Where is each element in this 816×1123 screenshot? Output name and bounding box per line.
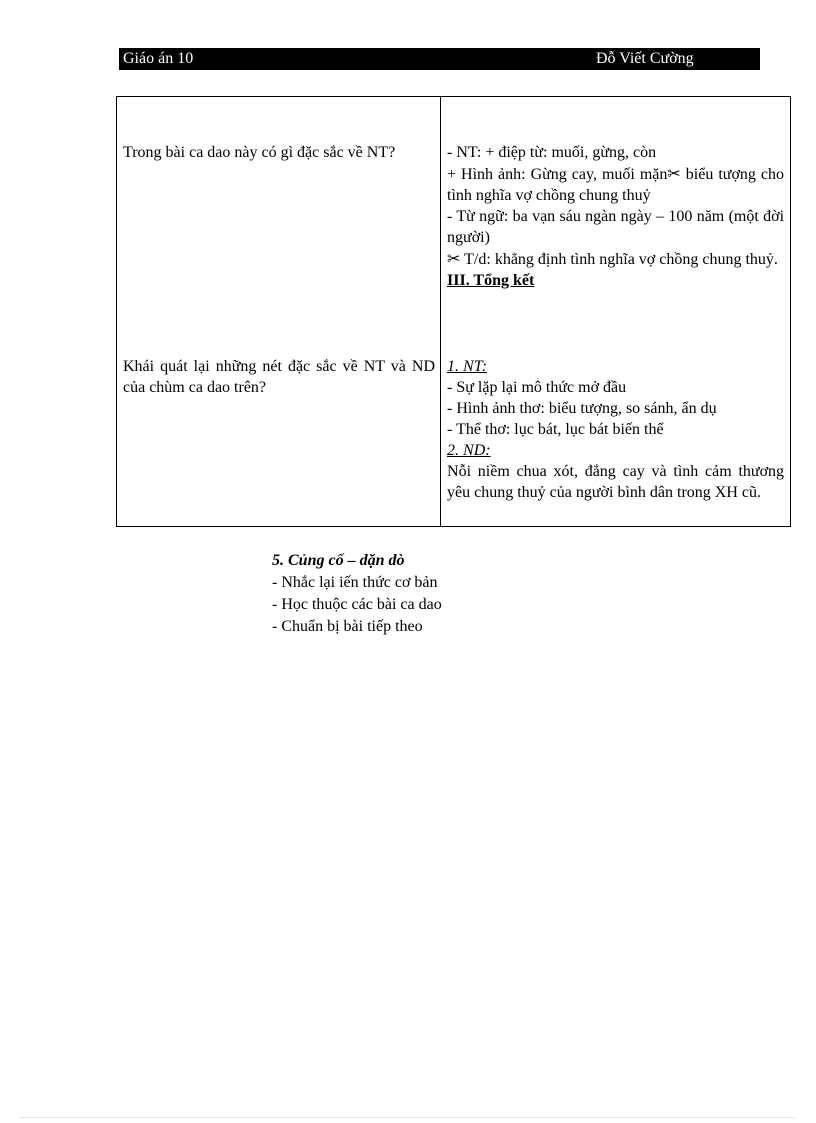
footer-divider <box>20 1117 796 1118</box>
answer-1-line-2 <box>447 163 784 206</box>
answer-column <box>441 97 791 527</box>
question-2: Khái quát lại những nét đặc sắc về NT và ND của chùm ca dao trên? <box>123 358 435 396</box>
summary-title: 5. Củng cố – dặn dò <box>272 552 405 569</box>
answer-1-line-1: - NT: + điệp từ: muối, gừng, còn <box>447 144 657 161</box>
nt-item: - Hình ảnh thơ: biểu tượng, so sánh, ẩn dụ <box>447 400 717 417</box>
lesson-table <box>116 96 791 527</box>
answer-1-line-4 <box>447 248 784 270</box>
summary-item: - Chuẩn bị bài tiếp theo <box>272 618 423 635</box>
answer-1-line-4-text: T/d: khẳng định tình nghĩa vợ chồng chung thuỷ. <box>460 251 778 268</box>
question-1: Trong bài ca dao này có gì đặc sắc về NT? <box>123 144 396 161</box>
answer-1-line-3: - Từ ngữ: ba vạn sáu ngàn ngày – 100 năm (một đời người) <box>447 208 785 246</box>
summary-section <box>272 550 442 638</box>
nt-item: - Thể thơ: lục bát, lục bát biến thể <box>447 421 664 438</box>
scissors-icon: ✂ <box>447 249 461 268</box>
summary-item: - Học thuộc các bài ca dao <box>272 596 442 613</box>
page-header <box>119 48 760 70</box>
nt-item: - Sự lặp lại mô thức mở đầu <box>447 379 627 396</box>
summary-item: - Nhắc lại iến thức cơ bản <box>272 574 438 591</box>
scissors-icon: ✂ <box>667 164 681 183</box>
nd-item: Nỗi niềm chua xót, đắng cay và tình cảm thương yêu chung thuỷ của người bình dân trong XH cũ. <box>447 463 785 501</box>
answer-2 <box>447 356 784 503</box>
answer-1-line-2b: biểu tượng cho tình nghĩa vợ chồng chung thuỷ <box>447 166 785 204</box>
header-author: Đỗ Viết Cường <box>596 50 694 67</box>
table-row <box>117 97 791 527</box>
header-title: Giáo án 10 <box>123 50 194 67</box>
answer-1-line-2a: + Hình ảnh: Gừng cay, muối mặn <box>447 166 668 183</box>
section-heading: III. Tổng kết <box>447 272 535 289</box>
question-column <box>117 97 441 527</box>
answer-1 <box>447 142 784 291</box>
nt-subheading: 1. NT: <box>447 358 488 375</box>
nd-subheading: 2. ND: <box>447 442 491 459</box>
